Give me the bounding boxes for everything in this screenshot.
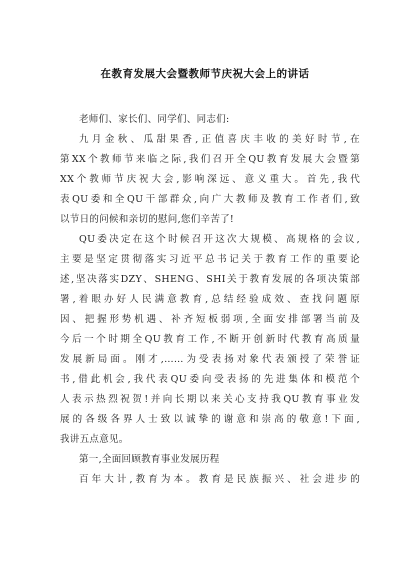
text-line: XX个教师节庆祝大会,影响深远、意义重大。首先,我代 xyxy=(60,174,360,185)
text-line: 发展新局面。刚才,……为受表扬对象代表颁授了荣誉证 xyxy=(60,354,360,365)
text-line: 今后一个时期全QU教育工作,不断开创新时代教育高质量 xyxy=(60,334,360,345)
document-title: 在教育发展大会暨教师节庆祝大会上的讲话 xyxy=(100,68,310,80)
text-line: 人表示热烈祝贺!并向长期以来关心支持我QU教育事业发 xyxy=(60,394,360,405)
text-line: 第XX个教师节来临之际,我们召开全QU教育发展大会暨第 xyxy=(60,154,360,165)
text-line: 第一,全面回顾教育事业发展历程 xyxy=(79,454,220,465)
text-line: 书,借此机会,我代表QU委向受表扬的先进集体和模范个 xyxy=(60,374,360,385)
text-line: 百年大计,教育为本。教育是民族振兴、社会进步的 xyxy=(79,474,360,485)
text-line: 展的各级各界人士致以诚挚的谢意和崇高的敬意!下面, xyxy=(60,414,360,425)
text-line: 我讲五点意见。 xyxy=(60,434,129,445)
text-line: QU委决定在这个时候召开这次大规模、高规格的会议, xyxy=(79,234,360,245)
text-line: 老师们、家长们、同学们、同志们: xyxy=(79,114,230,125)
document-body xyxy=(60,110,360,490)
text-line: 述,坚决落实DZY、SHENG、SHI关于教育发展的各项决策部 xyxy=(60,274,360,285)
text-line: 主要是坚定贯彻落实习近平总书记关于教育工作的重要论 xyxy=(60,254,360,265)
text-line: 署,着眼办好人民满意教育,总结经验成效、查找问题原 xyxy=(60,294,360,305)
text-line: 九月金秋、瓜甜果香,正值喜庆丰收的美好时节,在 xyxy=(79,134,360,145)
text-line: 表QU委和全QU干部群众,向广大教师及教育工作者们,致 xyxy=(60,194,360,205)
text-line: 以节日的问候和亲切的慰问,您们辛苦了! xyxy=(60,214,235,225)
text-line: 因、把握形势机遇、补齐短板弱项,全面安排部署当前及 xyxy=(60,314,360,325)
